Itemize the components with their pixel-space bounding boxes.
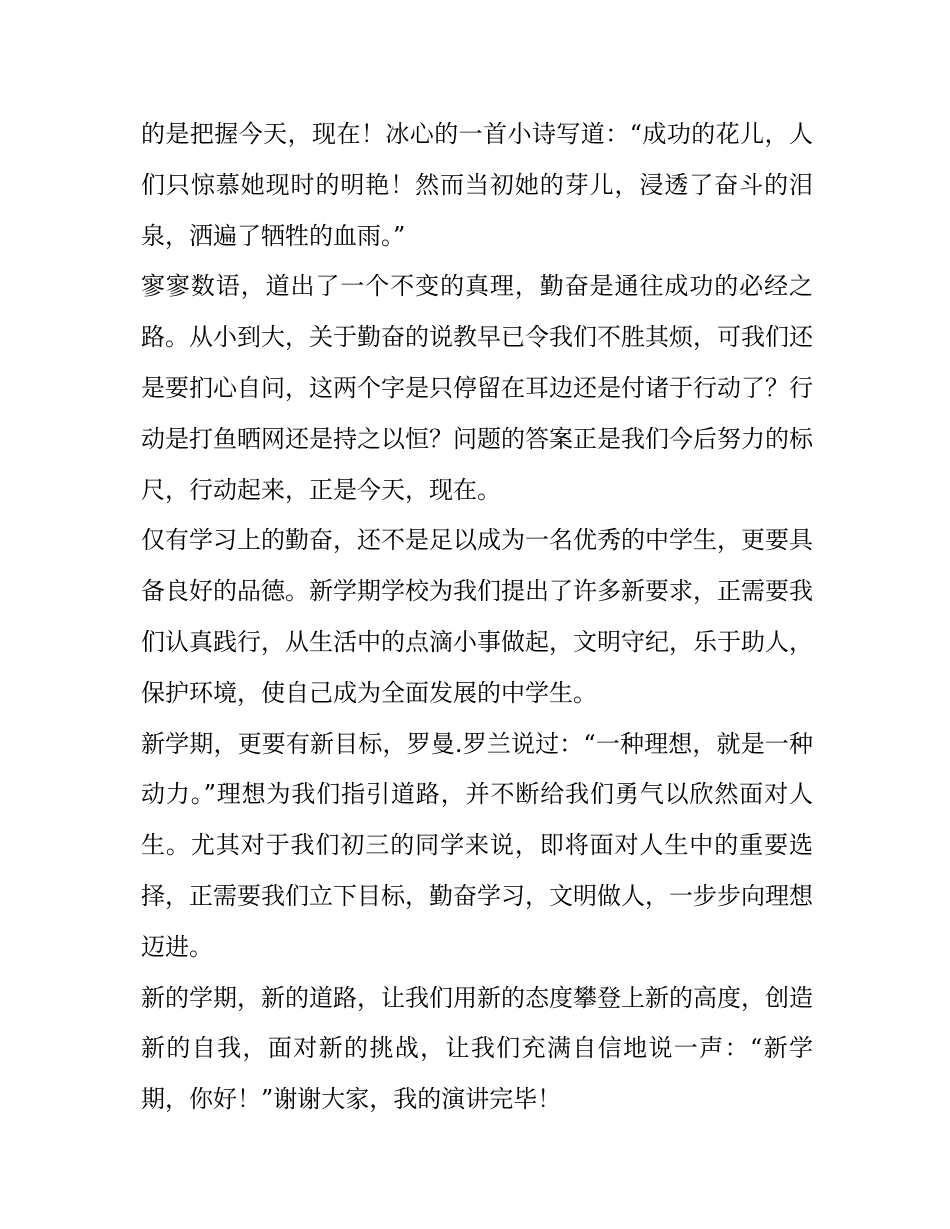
paragraph-2: 寥寥数语，道出了一个不变的真理，勤奋是通往成功的必经之路。从小到大，关于勤奋的说教早已令我们不胜其烦，可我们还是要扪心自问，这两个字是只停留在耳边还是付诸于行动了？行动是打鱼晒网还是持之以恒？问题的答案正是我们今后努力的标尺，行动起来，正是今天，现在。: [141, 272, 813, 504]
paragraph-1: 的是把握今天，现在！冰心的一首小诗写道：“成功的花儿，人们只惊慕她现时的明艳！然而当初她的芽儿，浸透了奋斗的泪泉，洒遍了牺牲的血雨。”: [141, 120, 813, 250]
paragraph-4: 新学期，更要有新目标，罗曼.罗兰说过：“一种理想，就是一种动力。”理想为我们指引道路，并不断给我们勇气以欣然面对人生。尤其对于我们初三的同学来说，即将面对人生中的重要选择，正需要我们立下目标，勤奋学习，文明做人，一步步向理想迈进。: [141, 729, 813, 961]
paragraph-3: 仅有学习上的勤奋，还不是足以成为一名优秀的中学生，更要具备良好的品德。新学期学校为我们提出了许多新要求，正需要我们认真践行，从生活中的点滴小事做起，文明守纪，乐于助人，保护环境，使自己成为全面发展的中学生。: [141, 526, 813, 707]
paragraph-5: 新的学期，新的道路，让我们用新的态度攀登上新的高度，创造新的自我，面对新的挑战，让我们充满自信地说一声：“新学期，你好！”谢谢大家，我的演讲完毕！: [141, 983, 813, 1114]
document-body: [141, 109, 813, 1125]
